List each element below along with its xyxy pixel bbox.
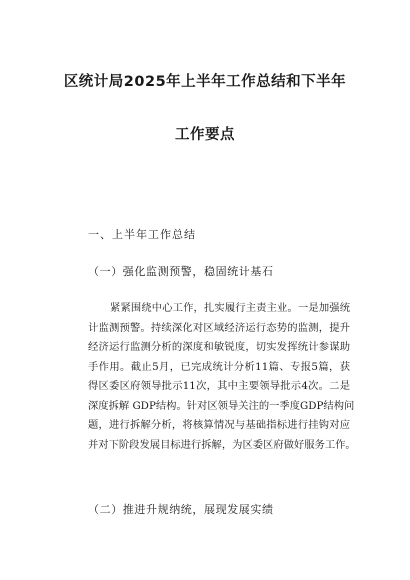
document-title-line-1: 区统计局2025年上半年工作总结和下半年 <box>63 74 347 90</box>
subsection-heading-enterprise: （二）推进升规纳统，展现发展实绩 <box>88 503 274 516</box>
paragraph-line: 计监测预警。持续深化对区域经济运行态势的监测，提升 <box>88 321 350 334</box>
document-title-line-2: 工作要点 <box>175 127 235 143</box>
paragraph-line: 经济运行监测分析的深度和敏锐度，切实发挥统计参谋助 <box>88 341 350 353</box>
paragraph-line: 得区委区府领导批示11次，其中主要领导批示4次。二是 <box>88 380 350 392</box>
paragraph-line: 紧紧围绕中心工作，扎实履行主责主业。一是加强统 <box>110 302 350 314</box>
paragraph-line: 手作用。截止5月，已完成统计分析11篇、专报5篇，获 <box>88 360 350 373</box>
subsection-heading-monitoring: （一）强化监测预警，稳固统计基石 <box>88 265 274 278</box>
body-paragraph <box>88 299 356 455</box>
paragraph-line: 并对下阶段发展目标进行拆解，为区委区府做好服务工作。 <box>88 438 356 451</box>
paragraph-line: 深度拆解 GDP结构。针对区领导关注的一季度GDP结构问 <box>88 399 355 412</box>
paragraph-line: 题，进行拆解分析，将核算情况与基础指标进行挂钩对应 <box>88 419 350 431</box>
section-heading-summary: 一、上半年工作总结 <box>88 228 196 241</box>
